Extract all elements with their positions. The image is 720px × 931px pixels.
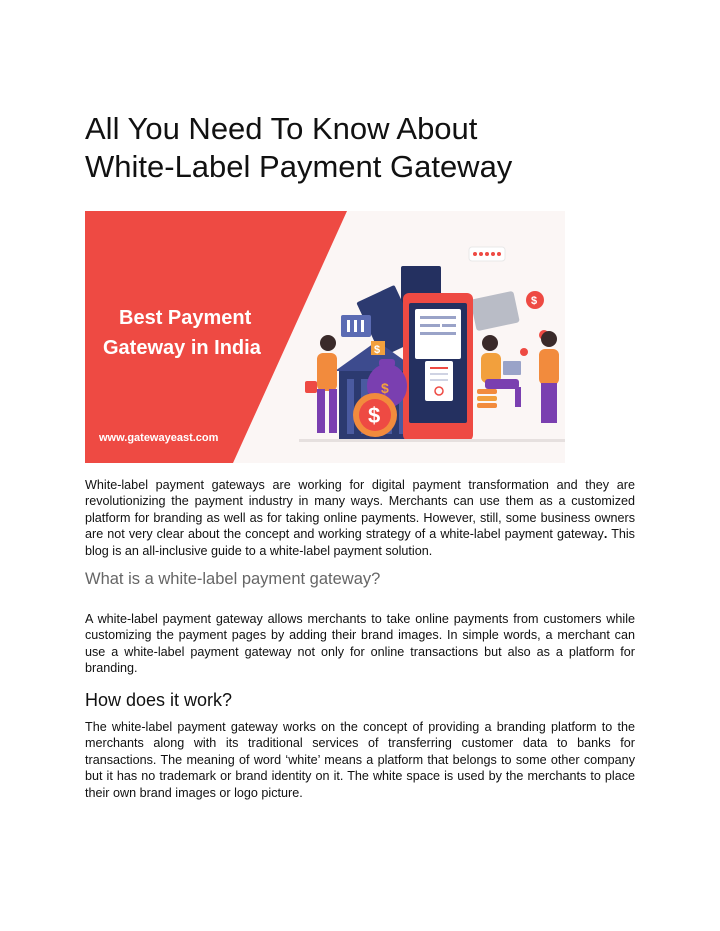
hero-headline-1: Best Payment: [119, 307, 252, 329]
svg-text:$: $: [368, 403, 381, 428]
title-line-2: White-Label Payment Gateway: [85, 149, 513, 184]
svg-text:$: $: [381, 380, 389, 396]
person-laptop-icon: [482, 335, 498, 351]
section1-paragraph: A white-label payment gateway allows merchants to take online payments from customers while customizing the payment pages by adding their brand images. In simple words, a merchant can use a white-label payment gateway not only for online transactions but also as a platform for branding.: [85, 612, 635, 676]
section2-heading: How does it work?: [85, 690, 233, 710]
svg-text:$: $: [531, 295, 538, 307]
section1-heading: What is a white-label payment gateway?: [85, 570, 381, 588]
person-right-icon: [541, 331, 557, 347]
intro-period: .: [603, 527, 608, 542]
hero-image: [85, 211, 565, 463]
person-left-icon: [320, 335, 336, 351]
title-line-1: All You Need To Know About: [85, 111, 478, 146]
svg-text:$: $: [374, 344, 381, 356]
intro-paragraph: [85, 477, 635, 559]
intro-text: White-label payment gateways are working for digital payment transformation and they are revolutionizing the payment industry in many ways. Merchants can use them as a customized platform for branding as well as for taking online payments. However, still, some business owners are not very clear about the concept and working strategy of a white-label payment gateway: [85, 478, 635, 542]
hero-headline-2: Gateway in India: [103, 337, 261, 359]
hero-illustration: [85, 211, 565, 463]
section2-paragraph: The white-label payment gateway works on the concept of providing a branding platform to the merchants along with its traditional services of transferring customer data to banks for transactions. The meaning of word ‘white’ means a platform that belongs to some other company but it has no trademark or brand identity on it. The white space is used by the merchants to place their own brand images or logo picture.: [85, 720, 635, 800]
intro-tail: This blog is an all-inclusive guide to a white-label payment solution.: [85, 527, 635, 558]
hero-url: www.gatewayeast.com: [99, 432, 219, 444]
page-title: [85, 110, 635, 186]
